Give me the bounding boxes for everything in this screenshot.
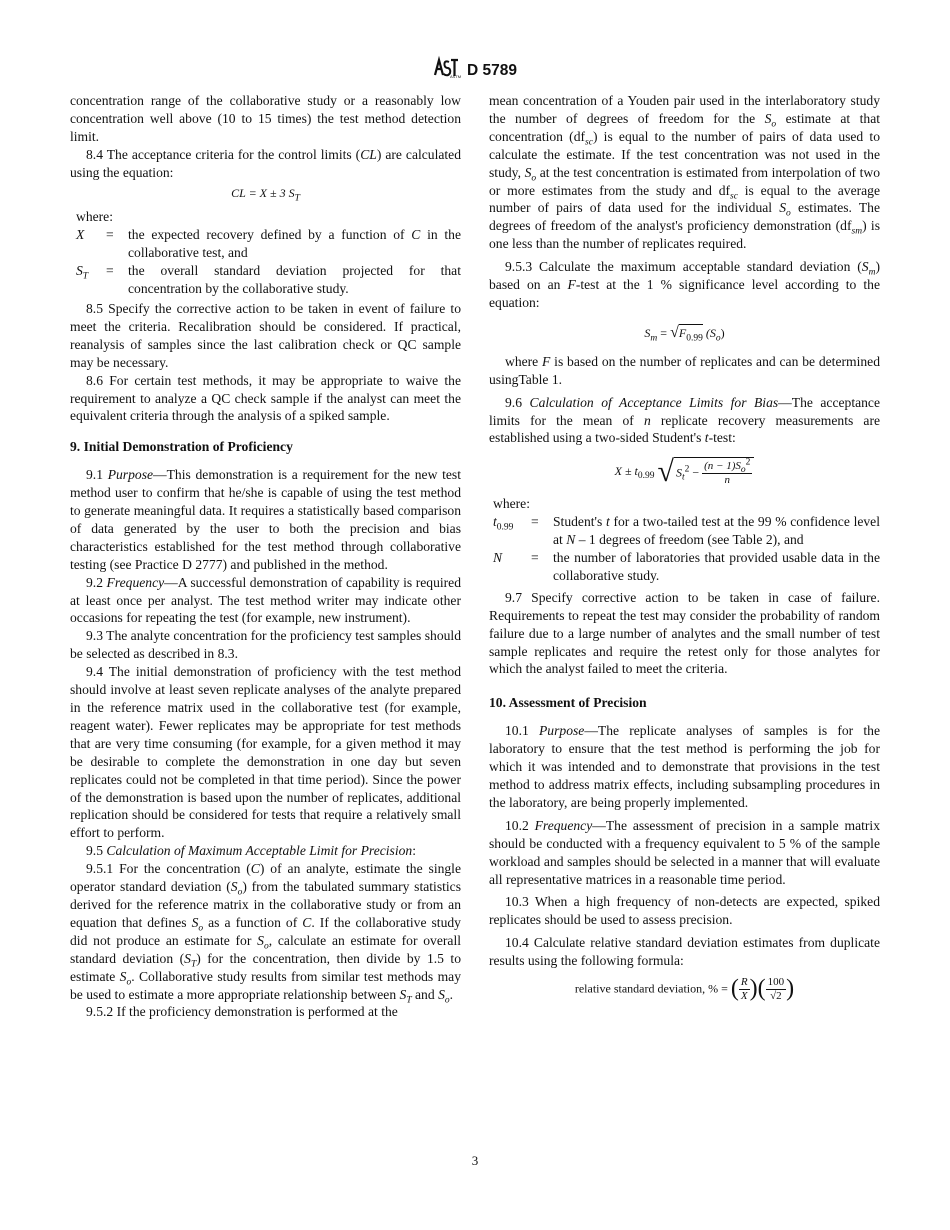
paragraph-8-4: 8.4 The acceptance criteria for the control limits (CL) are calculated using the equation: [70, 146, 461, 180]
astm-logo [433, 57, 462, 84]
paragraph-9-5-3: 9.5.3 Calculate the maximum acceptable standard deviation $(S_m)$ based on an F-test at the 1 % significance level according to the equation: [489, 259, 881, 310]
definition-x: X = the expected recovery defined by a function of C in the collaborative test, and [76, 227, 461, 261]
paragraph-9-1: 9.1 Purpose—This demonstration is a requirement for the new test method user to confirm that he/she is capable of using the test method to generate meaningful data. It requires a statistically based comparison of data generated by the user to both the precision and bias characteristics established for the test method through collaborative testing (see Practice D 2777) and published in the method. [70, 467, 461, 572]
paragraph-9-2: 9.2 Frequency—A successful demonstration of capability is required at least once per analyst. The test method writer may indicate other occasions for repeating the test (for example, new instrument). [70, 574, 461, 626]
paragraph-f-note: where F is based on the number of replicates and can be determined usingTable 1. [489, 353, 880, 387]
equation-max-std-dev: $S_m = √F_{0.99}$ $(S_o)$ [644, 323, 725, 344]
section-heading-9: 9. Initial Demonstration of Proficiency [70, 439, 293, 455]
definition-st: $S_T$ = the overall standard deviation projected for that concentration by the collaborative study. [76, 263, 461, 297]
equation-rsd: relative standard deviation, % = ( $\frac{R}{X}$ )( $\frac{100}{√2}$ ) [574, 975, 795, 1003]
paragraph-9-7: 9.7 Specify corrective action to be taken in case of failure. Requirements to repeat the test may consider the probability of random failure due to a large number of analytes and the small number of test sample replicates and require the retest only for those analytes for which the analyst failed to meet the criteria. [489, 589, 880, 677]
paragraph-9-5-2-continuation: mean concentration of a Youden pair used in the interlaboratory study the number of degrees of freedom for the $S_o$ estimate at that concentration $(df_{sc})$ is equal to the number of pairs of data used to calculate the estimate. If the test concentration was not used in the study, $S_o$ at the test concentration is estimated from interpolation of two or more estimates from the study and $df_{sc}$ is equal to the average number of pairs of data used for the individual $S_o$ estimates. The degrees of freedom of the analyst's proficiency demonstration $(df_{sm})$ is one less than the number of replicates required. [489, 93, 881, 252]
paragraph-9-6: 9.6 Calculation of Acceptance Limits for Bias—The acceptance limits for the mean of n replicate recovery measurements are established using a two-sided Student's t-test: [489, 394, 881, 446]
paragraph-8-5: 8.5 Specify the corrective action to be taken in event of failure to meet the criteria. Recalibration should be considered. If practical, reanalysis of samples since the last calibration check or QC sample may be necessary. [70, 300, 461, 370]
equation-control-limits: CL = X ± 3 $S_T$ [231, 185, 300, 203]
equation-bias-limits: $X \pm t_{0.99}$ √ $S_t^2$ − $\frac{(n - 1)S_o^2}{n}$ [489, 457, 880, 487]
where-label-right: where: [493, 496, 530, 512]
svg-text:ASTM: ASTM [450, 74, 462, 79]
paragraph-9-5-2: 9.5.2 If the proficiency demonstration is performed at the [86, 1004, 398, 1020]
paragraph-9-5-1: 9.5.1 For the concentration (C) of an analyte, estimate the single operator standard deviation $(S_o)$ from the tabulated summary statistics derived for the reference matrix in the collaborative study or from an equation that defines $S_o$ as a function of C. If the collaborative study did not produce an estimate for $S_o$, calculate an estimate for overall standard deviation $(S_T)$ for the concentration, then divide by 1.5 to estimate $S_o$. Collaborative study results from similar test methods may be used to estimate a more appropriate relationship between $S_T$ and $S_o$. [70, 861, 461, 1006]
definition-n: N = the number of laboratories that provided usable data in the collaborative study. [493, 550, 880, 583]
paragraph-9-5: 9.5 Calculation of Maximum Acceptable Limit for Precision: [86, 843, 416, 859]
paragraph-10-4: 10.4 Calculate relative standard deviation estimates from duplicate results using the following formula: [489, 935, 880, 969]
paragraph-8-6: 8.6 For certain test methods, it may be appropriate to waive the requirement to analyze a QC check sample if the analyst can meet the equivalent criteria through the analysis of a spiked sample. [70, 372, 461, 424]
right-column [489, 92, 880, 1009]
left-column [70, 92, 461, 1021]
where-label: where: [76, 209, 113, 225]
page-header [0, 57, 950, 84]
page-number: 3 [471, 1153, 479, 1168]
definitions-9-6 [493, 513, 880, 585]
paragraph-continuation: concentration range of the collaborative study or a reasonably low concentration well above (10 to 15 times) the test method detection limit. [70, 93, 461, 144]
paragraph-9-3: 9.3 The analyte concentration for the proficiency test samples should be selected as described in 8.3. [70, 628, 461, 662]
standard-designation: D 5789 [467, 61, 517, 79]
section-heading-10: 10. Assessment of Precision [489, 695, 647, 711]
paragraph-9-4: 9.4 The initial demonstration of proficiency with the test method should involve at least seven replicate analyses of the analyte prepared in the reference matrix used in the collaborative test (for example, reagent water). Fewer replicates may be appropriate for test methods that are very time consuming (for example, for a given method it may be desirable to complete the demonstration in one day but seven replicates could not be completed in that time period). Since the power of the demonstration is based upon the number of replicates, additional replication should be considered for tests that require a relatively small effort to perform. [70, 664, 461, 841]
paragraph-10-2: 10.2 Frequency—The assessment of precision in a sample matrix should be conducted with a frequency equivalent to 5 % of the sample workload and samples should be selected in a manner that will evaluate all representative matrices in a reasonable time period. [489, 817, 880, 887]
paragraph-10-1: 10.1 Purpose—The replicate analyses of samples is for the laboratory to ensure that the test method is performing the job for which it was intended and to demonstrate that provisions in the test method to address matrix effects, including subsampling procedures in the laboratory, are being properly implemented. [489, 723, 880, 810]
definitions-8-4 [76, 226, 461, 298]
paragraph-10-3: 10.3 When a high frequency of non-detects are expected, spiked replicates should be used to assess precision. [489, 894, 880, 928]
definition-t: $t_{0.99}$ = Student's t for a two-tailed test at the 99 % confidence level at N – 1 degrees of freedom (see Table 2), and [493, 514, 880, 548]
